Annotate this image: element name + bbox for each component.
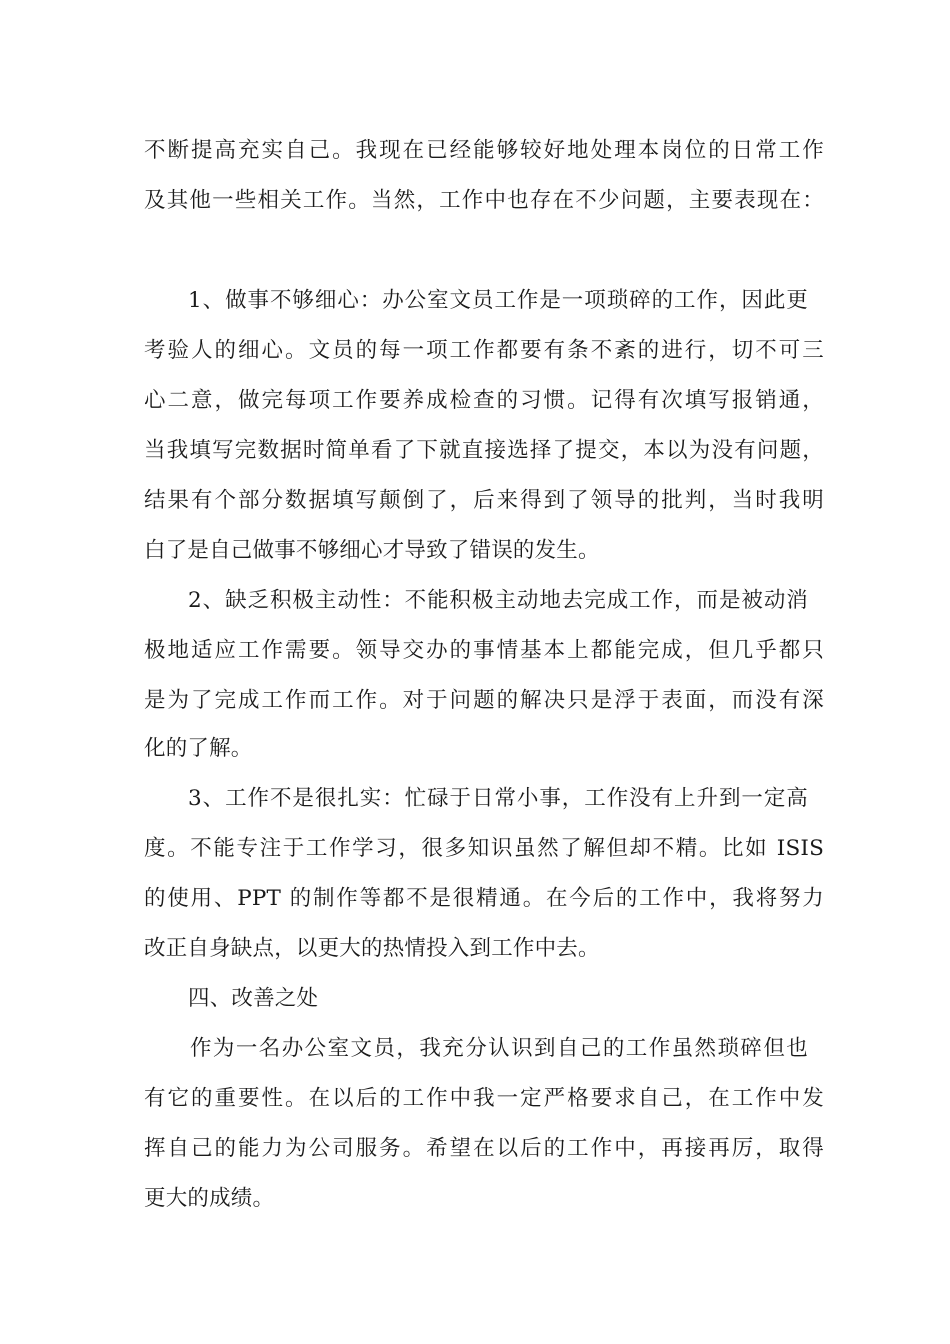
text-line: 的使用、PPT 的制作等都不是很精通。在今后的工作中，我将努力 xyxy=(144,886,824,911)
text-line: 2、缺乏积极主动性：不能积极主动地去完成工作，而是被动消 xyxy=(188,588,808,613)
text-line: 作为一名办公室文员，我充分认识到自己的工作虽然琐碎但也 xyxy=(190,1036,808,1061)
text-line: 白了是自己做事不够细心才导致了错误的发生。 xyxy=(144,538,600,563)
text-line: 度。不能专注于工作学习，很多知识虽然了解但却不精。比如 ISIS xyxy=(144,836,824,861)
text-line: 3、工作不是很扎实：忙碌于日常小事，工作没有上升到一定高 xyxy=(188,786,808,811)
text-line: 挥自己的能力为公司服务。希望在以后的工作中，再接再厉，取得 xyxy=(144,1136,824,1161)
text-line: 是为了完成工作而工作。对于问题的解决只是浮于表面，而没有深 xyxy=(144,688,824,713)
text-line: 极地适应工作需要。领导交办的事情基本上都能完成，但几乎都只 xyxy=(144,638,824,663)
text-line: 更大的成绩。 xyxy=(144,1186,275,1211)
text-line: 心二意，做完每项工作要养成检查的习惯。记得有次填写报销通， xyxy=(144,388,824,413)
text-line: 改正自身缺点，以更大的热情投入到工作中去。 xyxy=(144,936,600,961)
text-line: 考验人的细心。文员的每一项工作都要有条不紊的进行，切不可三 xyxy=(144,338,824,363)
text-line: 结果有个部分数据填写颠倒了，后来得到了领导的批判，当时我明 xyxy=(144,488,824,513)
text-line: 及其他一些相关工作。当然，工作中也存在不少问题，主要表现在： xyxy=(144,188,824,213)
text-line: 1、做事不够细心：办公室文员工作是一项琐碎的工作，因此更 xyxy=(188,288,808,313)
text-line: 有它的重要性。在以后的工作中我一定严格要求自己，在工作中发 xyxy=(144,1086,824,1111)
section-heading: 四、改善之处 xyxy=(188,986,319,1011)
text-line: 当我填写完数据时简单看了下就直接选择了提交，本以为没有问题， xyxy=(144,438,824,463)
text-line: 不断提高充实自己。我现在已经能够较好地处理本岗位的日常工作 xyxy=(144,138,824,163)
text-line: 化的了解。 xyxy=(144,736,253,761)
